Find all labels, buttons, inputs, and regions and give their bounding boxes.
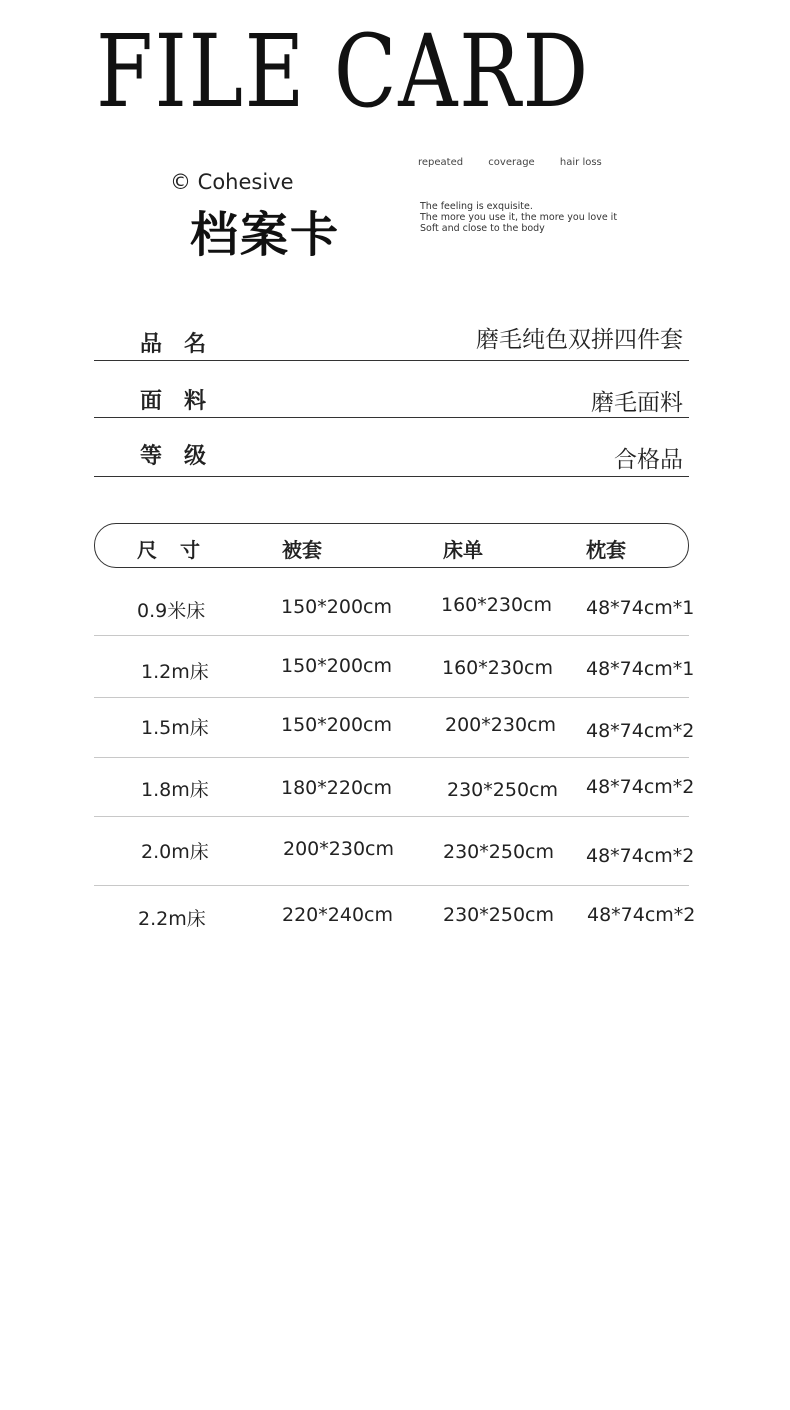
- info-value: 磨毛面料: [591, 390, 683, 416]
- cell-pillow-size: 48*74cm*1: [586, 597, 695, 619]
- info-row-grade: [94, 432, 689, 477]
- cell-bed-size: 2.0m床: [141, 841, 209, 863]
- table-row: [94, 698, 695, 758]
- tagline: [420, 201, 617, 234]
- cell-bed-size: 2.2m床: [138, 908, 206, 930]
- brand-name: © Cohesive: [170, 170, 294, 194]
- cell-sheet-size: 160*230cm: [441, 594, 552, 616]
- feature-tags: [418, 157, 624, 168]
- info-row-fabric: [94, 376, 689, 418]
- tagline-line: Soft and close to the body: [420, 223, 545, 234]
- info-value: 合格品: [614, 447, 683, 473]
- table-row: [94, 636, 695, 698]
- cell-sheet-size: 230*250cm: [443, 841, 554, 863]
- cell-bed-size: 0.9米床: [137, 600, 206, 622]
- info-label: 品名: [140, 332, 229, 357]
- cell-pillow-size: 48*74cm*2: [586, 845, 695, 867]
- header-bed-sheet: 床单: [443, 538, 483, 562]
- header-pillowcase: 枕套: [586, 538, 626, 562]
- table-row: [94, 758, 695, 817]
- feature-tag: coverage: [488, 157, 535, 168]
- table-row: [94, 817, 695, 886]
- cell-duvet-size: 150*200cm: [281, 655, 392, 677]
- tagline-line: The feeling is exquisite.: [420, 201, 533, 212]
- header-duvet-cover: 被套: [282, 538, 322, 562]
- info-row-product-name: [94, 318, 689, 361]
- cell-bed-size: 1.5m床: [141, 717, 209, 739]
- cell-pillow-size: 48*74cm*2: [586, 776, 695, 798]
- cell-pillow-size: 48*74cm*1: [586, 658, 695, 680]
- cell-duvet-size: 220*240cm: [282, 904, 393, 926]
- cell-duvet-size: 200*230cm: [283, 838, 394, 860]
- table-row: [94, 576, 695, 636]
- cell-pillow-size: 48*74cm*2: [587, 904, 696, 926]
- cell-bed-size: 1.2m床: [141, 661, 209, 683]
- size-table-header: [94, 523, 689, 568]
- feature-tag: repeated: [418, 157, 464, 168]
- cell-sheet-size: 200*230cm: [445, 714, 556, 736]
- cell-sheet-size: 160*230cm: [442, 657, 553, 679]
- cell-duvet-size: 180*220cm: [281, 777, 392, 799]
- archive-card-title: 档案卡: [190, 207, 341, 263]
- cell-duvet-size: 150*200cm: [281, 714, 392, 736]
- cell-sheet-size: 230*250cm: [447, 779, 558, 801]
- table-row: [94, 886, 696, 946]
- tagline-line: The more you use it, the more you love it: [420, 212, 618, 223]
- info-value: 磨毛纯色双拼四件套: [476, 327, 683, 353]
- cell-duvet-size: 150*200cm: [281, 596, 392, 618]
- file-card-title: FILE CARD: [96, 13, 590, 130]
- cell-pillow-size: 48*74cm*2: [586, 720, 695, 742]
- cell-bed-size: 1.8m床: [141, 779, 209, 801]
- cell-sheet-size: 230*250cm: [443, 904, 554, 926]
- header-size: 尺 寸: [137, 538, 208, 562]
- feature-tag: hair loss: [559, 157, 602, 168]
- info-label: 面料: [140, 389, 229, 414]
- info-label: 等级: [140, 444, 229, 469]
